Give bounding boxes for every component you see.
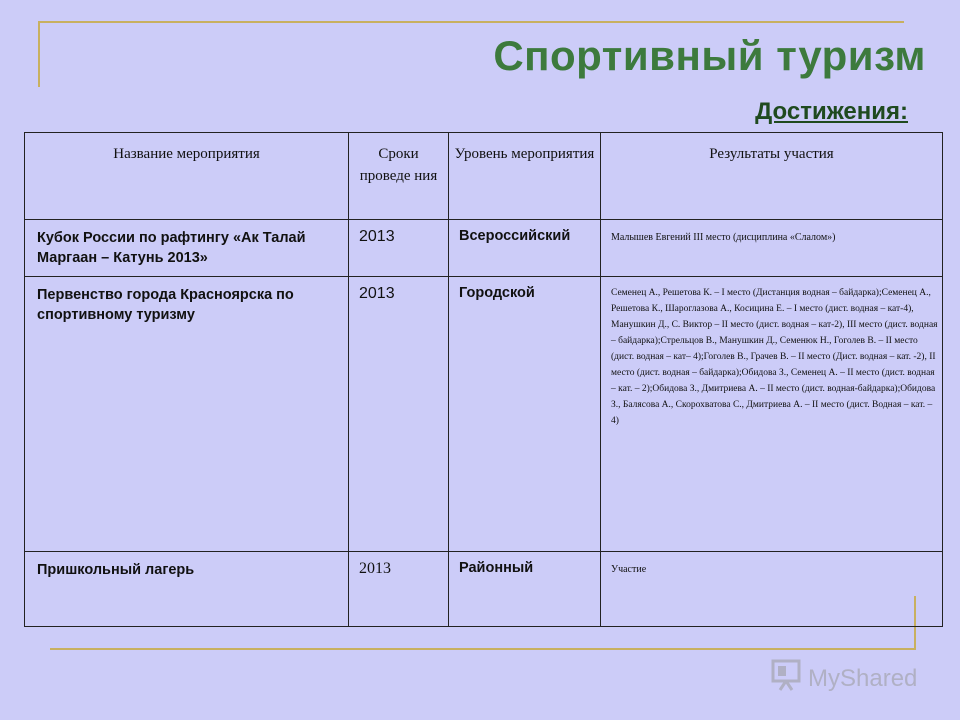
cell-result: Семенец А., Решетова К. – I место (Дистанция водная – байдарка);Семенец А., Решетова К., Шароглазова А., Косицина Е. – I место (дист. водная – кат-4), Манушкин Д., С. Виктор – II место (дист. водная – кат-2), III место (дист. водная – байдарка);Стрельцов В., Манушкин Д., Семенюк Н., Гоголев В. – II место (дист. водная – кат– 4);Гоголев В., Грачев В. – II место (Дист. водная – кат. -2), II место (дист. водная – байдарка);Обидова З., Семенец А. – II место (дист. водная – кат. – 2);Обидова З., Дмитриева А. – II место (дист. водная-байдарка);Обидова З., Балясова А., Скорохватова С., Дмитриева А. – II место (дист. Водная – кат. – 4) — [601, 277, 943, 552]
cell-result: Малышев Евгений III место (дисциплина «Слалом») — [601, 220, 943, 277]
slide-title: Спортивный туризм — [493, 32, 926, 79]
table-row — [25, 552, 943, 627]
header-level: Уровень мероприятия — [449, 133, 601, 220]
header-results: Результаты участия — [601, 133, 943, 220]
slide-subtitle: Достижения: — [755, 98, 908, 125]
cell-date: 2013 — [349, 220, 449, 277]
cell-level: Городской — [449, 277, 601, 552]
cell-event: Пришкольный лагерь — [25, 552, 349, 627]
cell-result: Участие — [601, 552, 943, 627]
header-event-name: Название мероприятия — [25, 133, 349, 220]
decorative-line-left — [38, 21, 40, 87]
table-row — [25, 220, 943, 277]
header-dates: Сроки проведе ния — [349, 133, 449, 220]
achievements-table — [24, 132, 943, 627]
watermark-logo — [770, 658, 917, 699]
cell-event: Кубок России по рафтингу «Ак Талай Маргаан – Катунь 2013» — [25, 220, 349, 277]
cell-date: 2013 — [349, 552, 449, 627]
cell-date: 2013 — [349, 277, 449, 552]
presentation-board-icon — [770, 658, 808, 699]
table-header-row — [25, 133, 943, 220]
watermark-text: MyShared — [808, 664, 918, 692]
table-row — [25, 277, 943, 552]
cell-level: Всероссийский — [449, 220, 601, 277]
cell-level: Районный — [449, 552, 601, 627]
decorative-line-bottom — [50, 648, 916, 650]
decorative-line-top — [38, 21, 904, 23]
cell-event: Первенство города Красноярска по спортивному туризму — [25, 277, 349, 552]
